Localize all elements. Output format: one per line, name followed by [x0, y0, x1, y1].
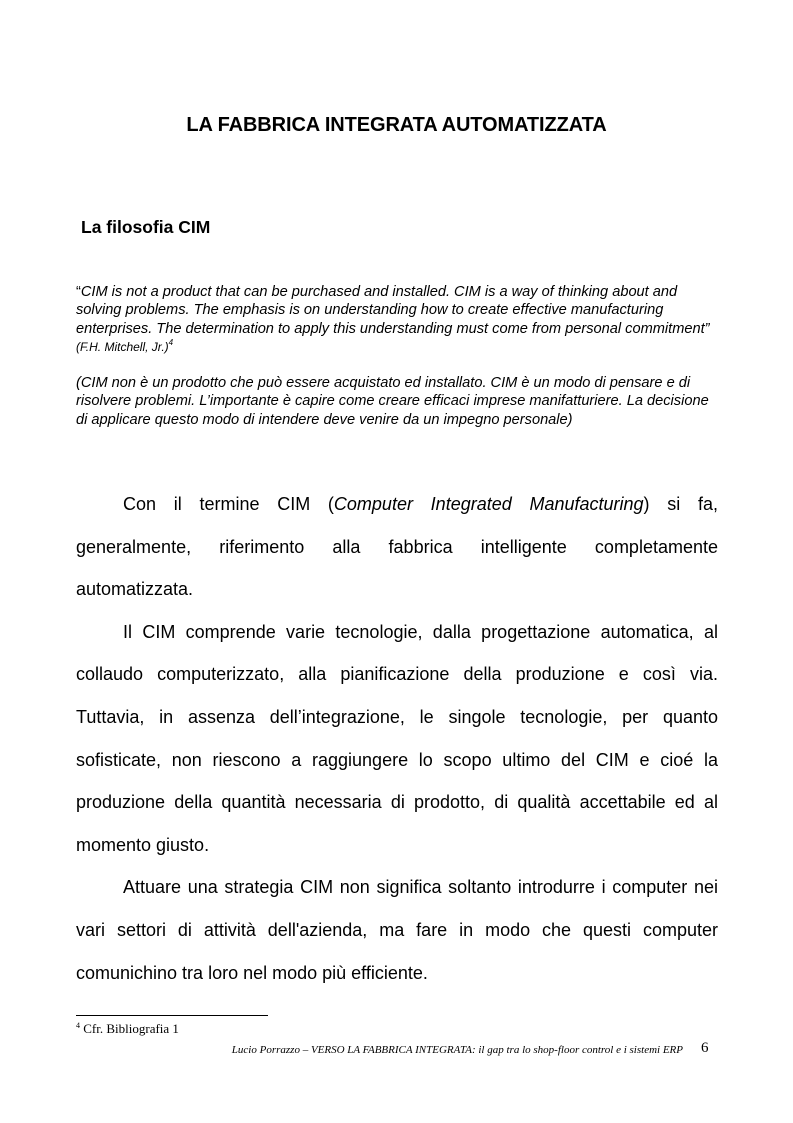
cim-term: Computer Integrated Manufacturing [333, 494, 644, 514]
footnote-text: Cfr. Bibliografia 1 [83, 1021, 179, 1036]
running-footer: Lucio Porrazzo – VERSO LA FABBRICA INTEGRATA: il gap tra lo shop-floor control e i sistemi ERP [231, 1044, 683, 1056]
footnote-reference: 4 [168, 338, 174, 348]
italian-translation: (CIM non è un prodotto che può essere acquistato ed installato. CIM è un modo di pensare e di risolvere problemi. L’importante è capire come creare efficaci imprese manifatturiere. La decisione di applicare questo modo di intendere deve venire da un impegno personale) [76, 375, 709, 428]
english-quote [76, 283, 721, 357]
body-text [76, 483, 718, 994]
paragraph: Attuare una strategia CIM non significa soltanto introdurre i computer nei vari settori di attività dell'azienda, ma fare in modo che questi computer comunichino tra loro nel modo più efficiente. [76, 877, 718, 983]
paragraph: Il CIM comprende varie tecnologie, dalla progettazione automatica, al collaudo computerizzato, alla pianificazione della produzione e così via. Tuttavia, in assenza dell’integrazione, le singole tecnologie, per quanto sofisticate, non riescono a raggiungere lo scopo ultimo del CIM e cioé la produzione della quantità necessaria di prodotto, di qualità accettabile ed al momento giusto. [76, 621, 718, 855]
paragraph [76, 483, 718, 611]
quote-open-mark: “ [76, 284, 81, 300]
page-title: LA FABBRICA INTEGRATA AUTOMATIZZATA [186, 114, 607, 136]
footnote-number: 4 [76, 1021, 80, 1030]
paragraph-text: ) si fa, generalmente, riferimento alla fabbrica intelligente completamente automatizzata. [76, 494, 718, 600]
footnote [76, 1021, 179, 1037]
section-heading: La filosofia CIM [81, 217, 211, 237]
footnote-divider [76, 1015, 268, 1016]
paragraph-text: Con il termine CIM ( [123, 494, 334, 514]
english-quote-text: CIM is not a product that can be purchased and installed. CIM is a way of thinking about and solving problems. The emphasis is on understanding how to create effective manufacturing enterprises. The determination to apply this understanding must come from personal commitment” [76, 284, 710, 337]
page-number: 6 [701, 1040, 709, 1056]
quote-author: (F.H. Mitchell, Jr.) [76, 340, 169, 355]
